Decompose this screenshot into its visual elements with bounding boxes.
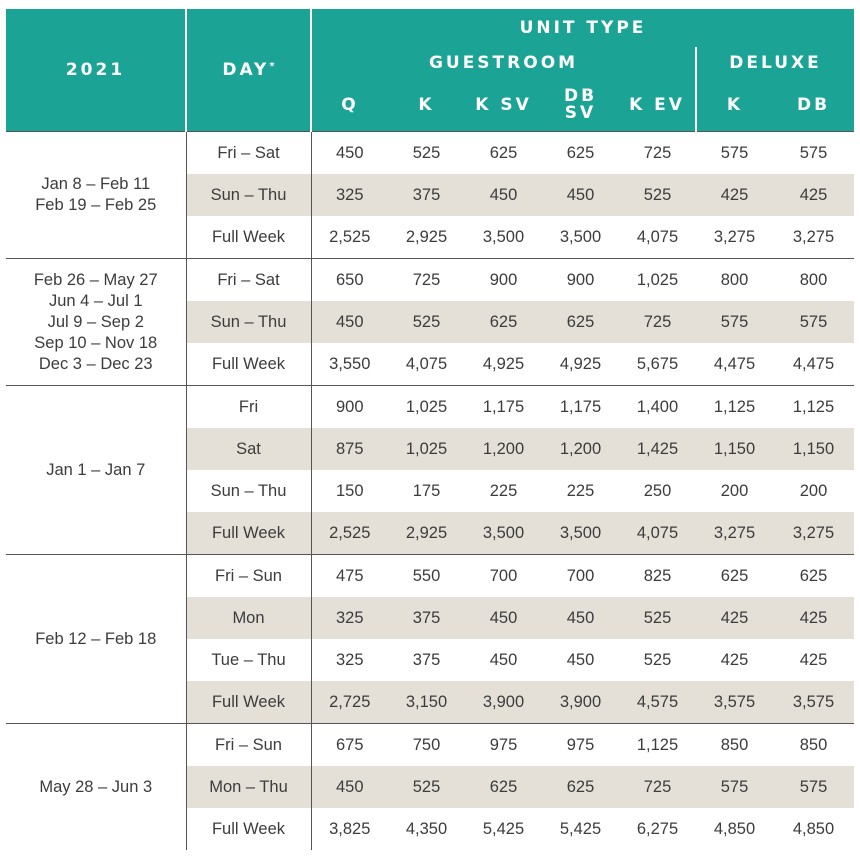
points-value: 725	[619, 301, 696, 343]
points-value: 1,025	[388, 386, 465, 429]
day-label: Full Week	[186, 343, 311, 386]
points-value: 575	[696, 301, 773, 343]
points-value: 4,475	[713, 354, 756, 373]
season-dates: May 28 – Jun 3	[6, 724, 186, 851]
points-value: 175	[412, 481, 441, 500]
points-value: 825	[619, 555, 696, 598]
points-value: 525	[388, 766, 465, 808]
guestroom-header: GUESTROOM	[311, 47, 696, 79]
points-value: 1,175	[465, 386, 542, 429]
day-label: Fri – Sat	[186, 132, 311, 175]
points-value: 575	[773, 132, 854, 175]
points-value: 850	[773, 724, 854, 767]
points-value: 650	[311, 259, 388, 302]
day-label: Full Week	[186, 512, 311, 555]
points-value: 2,525	[329, 227, 371, 246]
points-value: 725	[619, 766, 696, 808]
points-value: 2,725	[311, 681, 388, 724]
day-label: Fri – Sat	[186, 259, 311, 302]
season-dates: Feb 12 – Feb 18	[6, 555, 186, 724]
points-value: 325	[335, 650, 364, 669]
column-header-deluxe-k: K	[696, 79, 773, 132]
points-value: 1,150	[696, 428, 773, 470]
points-value: 475	[311, 555, 388, 598]
season-dates: Jan 1 – Jan 7	[6, 386, 186, 555]
column-header-deluxe-db: DB	[773, 79, 854, 132]
points-value: 1,125	[619, 724, 696, 767]
points-value: 3,150	[388, 681, 465, 724]
points-value: 625	[542, 301, 619, 343]
table-row	[6, 724, 854, 767]
points-value: 900	[465, 259, 542, 302]
points-value: 3,550	[329, 354, 371, 373]
unit-type-header: UNIT TYPE	[311, 9, 854, 47]
points-value: 700	[542, 555, 619, 598]
points-value: 675	[311, 724, 388, 767]
points-value: 4,575	[619, 681, 696, 724]
points-value: 375	[388, 174, 465, 216]
points-value: 450	[465, 174, 542, 216]
table-row	[6, 132, 854, 175]
rate-table-body	[6, 132, 854, 851]
points-value: 3,575	[696, 681, 773, 724]
column-header-k: K	[388, 79, 465, 132]
column-header-k-ev: K EV	[619, 79, 696, 132]
points-value: 625	[542, 766, 619, 808]
points-value: 450	[542, 597, 619, 639]
points-value: 3,500	[559, 227, 602, 246]
points-value: 5,425	[559, 819, 602, 838]
points-value: 3,275	[696, 512, 773, 555]
points-value: 725	[619, 132, 696, 175]
points-value: 800	[773, 259, 854, 302]
points-value: 4,925	[559, 354, 602, 373]
points-value: 5,425	[482, 819, 525, 838]
day-label: Fri	[186, 386, 311, 429]
points-value: 625	[696, 555, 773, 598]
points-value: 425	[799, 650, 828, 669]
points-value: 450	[311, 301, 388, 343]
points-value: 975	[465, 724, 542, 767]
points-value: 375	[388, 597, 465, 639]
points-value: 425	[773, 597, 854, 639]
points-chart-table	[6, 9, 854, 850]
points-value: 3,900	[465, 681, 542, 724]
table-row	[6, 386, 854, 429]
points-value: 1,200	[465, 428, 542, 470]
points-value: 800	[696, 259, 773, 302]
day-label: Mon	[186, 597, 311, 639]
points-value: 200	[720, 481, 749, 500]
day-label: Fri – Sun	[186, 555, 311, 598]
year-header: 2021	[6, 9, 186, 132]
points-value: 3,500	[542, 512, 619, 555]
points-value: 3,275	[773, 512, 854, 555]
points-value: 4,925	[482, 354, 525, 373]
points-value: 450	[542, 174, 619, 216]
points-value: 575	[696, 132, 773, 175]
points-value: 3,275	[713, 227, 756, 246]
column-header-k-sv: K SV	[465, 79, 542, 132]
points-value: 525	[619, 174, 696, 216]
points-value: 6,275	[636, 819, 679, 838]
points-value: 1,200	[542, 428, 619, 470]
day-label: Full Week	[186, 681, 311, 724]
points-value: 325	[311, 174, 388, 216]
points-value: 2,525	[311, 512, 388, 555]
rate-table-container	[6, 9, 854, 850]
points-value: 625	[465, 766, 542, 808]
points-value: 750	[388, 724, 465, 767]
points-value: 450	[311, 766, 388, 808]
table-row	[6, 555, 854, 598]
points-value: 3,500	[465, 512, 542, 555]
points-value: 2,925	[388, 512, 465, 555]
points-value: 4,850	[713, 819, 756, 838]
day-header-label: DAY	[222, 60, 270, 80]
points-value: 4,475	[792, 354, 835, 373]
points-value: 575	[773, 301, 854, 343]
points-value: 1,125	[696, 386, 773, 429]
points-value: 375	[412, 650, 441, 669]
points-value: 1,425	[619, 428, 696, 470]
day-label: Tue – Thu	[186, 639, 311, 681]
points-value: 1,150	[773, 428, 854, 470]
points-value: 4,350	[405, 819, 448, 838]
points-value: 425	[720, 650, 749, 669]
points-value: 4,075	[619, 512, 696, 555]
points-value: 425	[696, 174, 773, 216]
points-value: 625	[773, 555, 854, 598]
points-value: 450	[489, 650, 518, 669]
points-value: 875	[311, 428, 388, 470]
day-label: Sun – Thu	[186, 301, 311, 343]
points-value: 1,025	[388, 428, 465, 470]
points-value: 1,125	[773, 386, 854, 429]
points-value: 1,025	[619, 259, 696, 302]
deluxe-header: DELUXE	[696, 47, 854, 79]
column-header-q: Q	[311, 79, 388, 132]
column-header-db-sv-label: DB SV	[563, 86, 598, 123]
points-value: 525	[388, 132, 465, 175]
points-value: 4,850	[792, 819, 835, 838]
points-value: 525	[619, 597, 696, 639]
points-value: 550	[388, 555, 465, 598]
points-value: 525	[388, 301, 465, 343]
season-dates: Feb 26 – May 27 Jun 4 – Jul 1 Jul 9 – Sep 2 Sep 10 – Nov 18 Dec 3 – Dec 23	[6, 259, 186, 386]
day-label: Full Week	[186, 216, 311, 259]
points-value: 900	[542, 259, 619, 302]
points-value: 250	[643, 481, 672, 500]
points-value: 4,075	[636, 227, 679, 246]
points-value: 3,500	[482, 227, 525, 246]
points-value: 425	[773, 174, 854, 216]
points-value: 625	[542, 132, 619, 175]
day-label: Sun – Thu	[186, 174, 311, 216]
points-value: 625	[465, 132, 542, 175]
day-footnote-marker: *	[269, 61, 275, 72]
points-value: 2,925	[405, 227, 448, 246]
points-value: 150	[335, 481, 364, 500]
points-value: 3,900	[542, 681, 619, 724]
points-value: 700	[465, 555, 542, 598]
day-label: Sun – Thu	[186, 470, 311, 512]
points-value: 900	[311, 386, 388, 429]
points-value: 200	[799, 481, 828, 500]
points-value: 450	[566, 650, 595, 669]
points-value: 725	[388, 259, 465, 302]
points-value: 1,175	[542, 386, 619, 429]
day-label: Mon – Thu	[186, 766, 311, 808]
season-dates: Jan 8 – Feb 11 Feb 19 – Feb 25	[6, 132, 186, 259]
day-label: Sat	[186, 428, 311, 470]
table-row	[6, 259, 854, 302]
points-value: 1,400	[619, 386, 696, 429]
points-value: 850	[696, 724, 773, 767]
points-value: 3,575	[773, 681, 854, 724]
day-header	[186, 9, 311, 132]
points-value: 4,075	[405, 354, 448, 373]
points-value: 450	[311, 132, 388, 175]
points-value: 225	[489, 481, 518, 500]
points-value: 5,675	[636, 354, 679, 373]
day-label: Full Week	[186, 808, 311, 850]
points-value: 225	[566, 481, 595, 500]
points-value: 525	[643, 650, 672, 669]
points-value: 575	[773, 766, 854, 808]
points-value: 325	[311, 597, 388, 639]
points-value: 450	[465, 597, 542, 639]
points-value: 3,825	[329, 819, 371, 838]
points-value: 975	[542, 724, 619, 767]
points-value: 425	[696, 597, 773, 639]
column-header-db-sv	[542, 79, 619, 132]
day-label: Fri – Sun	[186, 724, 311, 767]
points-value: 3,275	[792, 227, 835, 246]
points-value: 625	[465, 301, 542, 343]
points-value: 575	[696, 766, 773, 808]
